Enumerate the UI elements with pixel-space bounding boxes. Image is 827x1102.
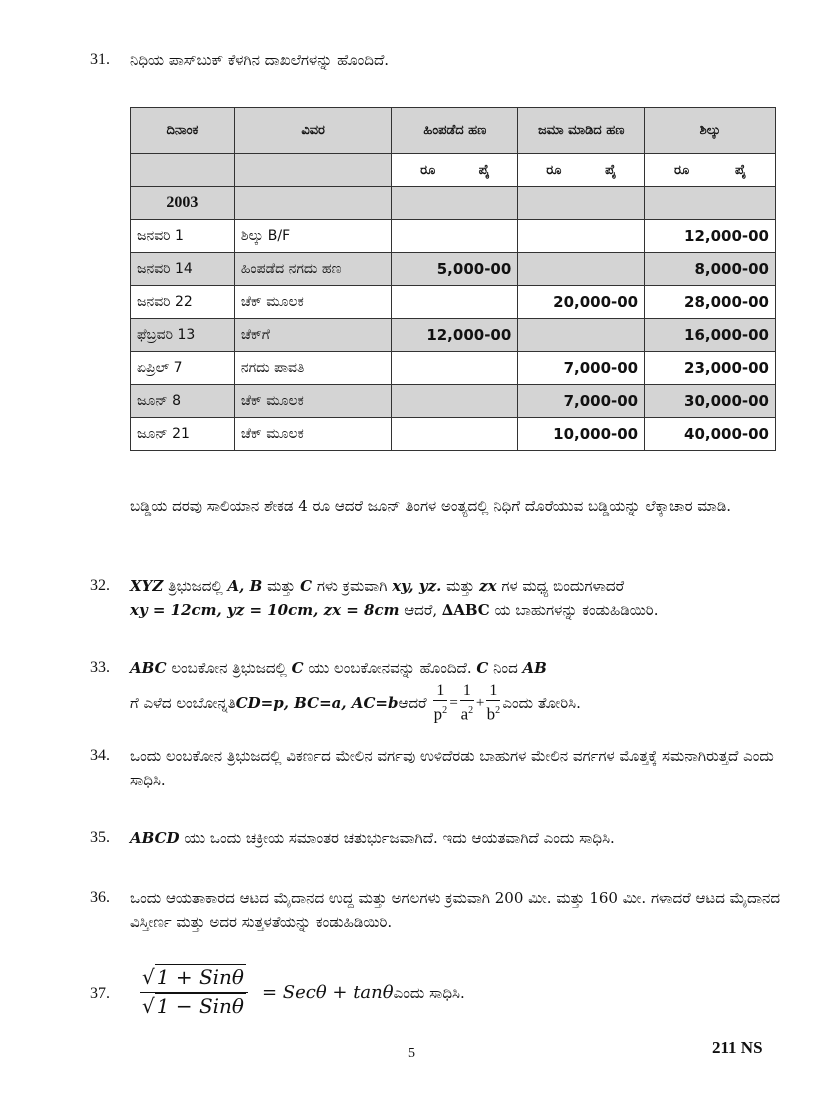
header-withdrawn: ಹಿಂಪಡೆದ ಹಣ bbox=[392, 108, 518, 154]
fraction: $\frac{1}{a^2}$ bbox=[460, 682, 474, 724]
question-33 bbox=[90, 656, 790, 725]
withdrawn-cell: 5,000-00 bbox=[392, 253, 518, 286]
balance-cell: 30,000-00 bbox=[645, 385, 776, 418]
balance-cell: 16,000-00 bbox=[645, 319, 776, 352]
question-tail: ಎಂದು ಸಾಧಿಸಿ. bbox=[393, 984, 465, 1002]
question-number: 31. bbox=[90, 51, 110, 68]
question-31 bbox=[90, 48, 790, 72]
date-cell: ಜನವರಿ 14 bbox=[131, 253, 235, 286]
deposited-cell: 10,000-00 bbox=[518, 418, 645, 451]
withdrawn-cell bbox=[392, 385, 518, 418]
table-year-row bbox=[131, 187, 776, 220]
question-31-footer: ಬಡ್ಡಿಯ ದರವು ಸಾಲಿಯಾನ ಶೇಕಡ 4 ರೂ ಆದರೆ ಜೂನ್ ತಿಂಗಳ ಅಂತ್ಯದಲ್ಲಿ ನಿಧಿಗೆ ದೊರೆಯುವ ಬಡ್ಡಿಯನ್ನು ಲೆಕ್ಕಾಚಾರ ಮಾಡಿ. bbox=[130, 497, 732, 515]
question-number: 37. bbox=[90, 985, 110, 1002]
question-number: 33. bbox=[90, 659, 110, 676]
withdrawn-cell bbox=[392, 418, 518, 451]
description-cell: ಚೆಕ್ ಮೂಲಕ bbox=[234, 286, 392, 319]
unit-cell bbox=[392, 154, 518, 187]
date-cell: ಜೂನ್ 21 bbox=[131, 418, 235, 451]
question-number: 36. bbox=[90, 889, 110, 906]
header-balance: ಶಿಲ್ಕು bbox=[645, 108, 776, 154]
header-description: ವಿವರ bbox=[234, 108, 392, 154]
table-row bbox=[131, 385, 776, 418]
date-cell: ಏಪ್ರಿಲ್ 7 bbox=[131, 352, 235, 385]
table-cell bbox=[234, 187, 392, 220]
table-row bbox=[131, 418, 776, 451]
table-cell bbox=[645, 187, 776, 220]
sqrt-numerator: √ 1 + Sinθ bbox=[142, 965, 244, 989]
year-cell: 2003 bbox=[131, 187, 235, 220]
unit-paise: ಪೈ bbox=[735, 162, 747, 178]
table-cell bbox=[392, 187, 518, 220]
sqrt-denominator: √ 1 − Sinθ bbox=[142, 994, 244, 1018]
description-cell: ಶಿಲ್ಕು B/F bbox=[234, 220, 392, 253]
question-text: XYZ ತ್ರಿಭುಜದಲ್ಲಿ A, B ಮತ್ತು C ಗಳು ಕ್ರಮವಾಗಿ xy, yz. ಮತ್ತು zx ಗಳ ಮಧ್ಯ ಬಿಂದುಗಳಾದರೆ xy = 12cm, yz = 10cm, zx = 8cm ಆದರೆ, ∆ABC ಯ ಬಾಹುಗಳನ್ನು ಕಂಡುಹಿಡಿಯಿರಿ. bbox=[130, 577, 659, 619]
question-number: 35. bbox=[90, 829, 110, 846]
table-row bbox=[131, 286, 776, 319]
description-cell: ಚೆಕ್ ಮೂಲಕ bbox=[234, 385, 392, 418]
deposited-cell bbox=[518, 253, 645, 286]
unit-rupees: ರೂ bbox=[546, 162, 562, 178]
table-cell bbox=[234, 154, 392, 187]
deposited-cell: 20,000-00 bbox=[518, 286, 645, 319]
description-cell: ಚೆಕ್ ಮೂಲಕ bbox=[234, 418, 392, 451]
deposited-cell: 7,000-00 bbox=[518, 385, 645, 418]
fraction: $\frac{1}{p^2}$ bbox=[433, 682, 448, 724]
balance-cell: 28,000-00 bbox=[645, 286, 776, 319]
balance-cell: 23,000-00 bbox=[645, 352, 776, 385]
deposited-cell bbox=[518, 319, 645, 352]
question-text: ಒಂದು ಆಯತಾಕಾರದ ಆಟದ ಮೈದಾನದ ಉದ್ದ ಮತ್ತು ಅಗಲಗಳು ಕ್ರಮವಾಗಿ 200 ಮೀ. ಮತ್ತು 160 ಮೀ. ಗಳಾದರೆ ಆಟದ ಮೈದಾನದ ವಿಸ್ತೀರ್ಣ ಮತ್ತು ಅದರ ಸುತ್ತಳತೆಯನ್ನು ಕಂಡುಹಿಡಿಯಿರಿ. bbox=[130, 889, 781, 931]
date-cell: ಜನವರಿ 1 bbox=[131, 220, 235, 253]
unit-paise: ಪೈ bbox=[605, 162, 617, 178]
table-row bbox=[131, 253, 776, 286]
withdrawn-cell bbox=[392, 286, 518, 319]
header-date: ದಿನಾಂಕ bbox=[131, 108, 235, 154]
description-cell: ನಗದು ಪಾವತಿ bbox=[234, 352, 392, 385]
question-35 bbox=[90, 826, 790, 850]
question-number: 32. bbox=[90, 577, 110, 594]
table-cell bbox=[518, 187, 645, 220]
table-cell bbox=[131, 154, 235, 187]
balance-cell: 12,000-00 bbox=[645, 220, 776, 253]
table-row bbox=[131, 220, 776, 253]
balance-cell: 8,000-00 bbox=[645, 253, 776, 286]
paper-code: 211 NS bbox=[712, 1038, 763, 1057]
identity-rhs: = Secθ + tanθ bbox=[261, 982, 394, 1003]
table-unit-row bbox=[131, 154, 776, 187]
unit-cell bbox=[518, 154, 645, 187]
question-text: ABCD ಯು ಒಂದು ಚಕ್ರೀಯ ಸಮಾಂತರ ಚತುರ್ಭುಜವಾಗಿದೆ. ಇದು ಆಯತವಾಗಿದೆ ಎಂದು ಸಾಧಿಸಿ. bbox=[130, 829, 615, 847]
question-36 bbox=[90, 886, 790, 934]
description-cell: ಚೆಕ್‌ಗೆ bbox=[234, 319, 392, 352]
description-cell: ಹಿಂಪಡೆದ ನಗದು ಹಣ bbox=[234, 253, 392, 286]
unit-cell bbox=[645, 154, 776, 187]
deposited-cell bbox=[518, 220, 645, 253]
balance-cell: 40,000-00 bbox=[645, 418, 776, 451]
page-number: 5 bbox=[408, 1046, 415, 1061]
table-row bbox=[131, 352, 776, 385]
trig-fraction bbox=[140, 965, 248, 1018]
withdrawn-cell bbox=[392, 352, 518, 385]
passbook-table bbox=[130, 107, 776, 451]
question-37 bbox=[90, 965, 790, 1030]
table-row bbox=[131, 319, 776, 352]
question-text: ABC ಲಂಬಕೋನ ತ್ರಿಭುಜದಲ್ಲಿ C ಯು ಲಂಬಕೋನವನ್ನು ಹೊಂದಿದೆ. C ನಿಂದ AB ಗೆ ಎಳೆದ ಲಂಬೋನ್ನತಿ CD=p, BC=a, AC=b ಆದರೆ $\frac{1}{p^2}$ = $\frac{1}{a^2}$ + $\frac{1}{b^2}$ ಎಂದು ತೋರಿಸಿ. bbox=[130, 659, 581, 724]
unit-rupees: ರೂ bbox=[420, 162, 436, 178]
unit-paise: ಪೈ bbox=[478, 162, 490, 178]
question-text: ನಿಧಿಯ ಪಾಸ್‌ಬುಕ್ ಕೆಳಗಿನ ದಾಖಲೆಗಳನ್ನು ಹೊಂದಿದೆ. bbox=[130, 51, 390, 69]
question-34 bbox=[90, 744, 790, 792]
date-cell: ಜೂನ್ 8 bbox=[131, 385, 235, 418]
fraction: $\frac{1}{b^2}$ bbox=[486, 682, 501, 724]
withdrawn-cell bbox=[392, 220, 518, 253]
withdrawn-cell: 12,000-00 bbox=[392, 319, 518, 352]
question-text bbox=[138, 965, 790, 1018]
question-number: 34. bbox=[90, 747, 110, 764]
question-text: ಒಂದು ಲಂಬಕೋನ ತ್ರಿಭುಜದಲ್ಲಿ ವಿಕರ್ಣದ ಮೇಲಿನ ವರ್ಗವು ಉಳಿದೆರಡು ಬಾಹುಗಳ ಮೇಲಿನ ವರ್ಗಗಳ ಮೊತ್ತಕ್ಕೆ ಸಮನಾಗಿರುತ್ತದೆ ಎಂದು ಸಾಧಿಸಿ. bbox=[130, 747, 774, 789]
deposited-cell: 7,000-00 bbox=[518, 352, 645, 385]
table-header-row bbox=[131, 108, 776, 154]
date-cell: ಫೆಬ್ರವರಿ 13 bbox=[131, 319, 235, 352]
header-deposited: ಜಮಾ ಮಾಡಿದ ಹಣ bbox=[518, 108, 645, 154]
question-32 bbox=[90, 574, 790, 622]
date-cell: ಜನವರಿ 22 bbox=[131, 286, 235, 319]
unit-rupees: ರೂ bbox=[674, 162, 690, 178]
